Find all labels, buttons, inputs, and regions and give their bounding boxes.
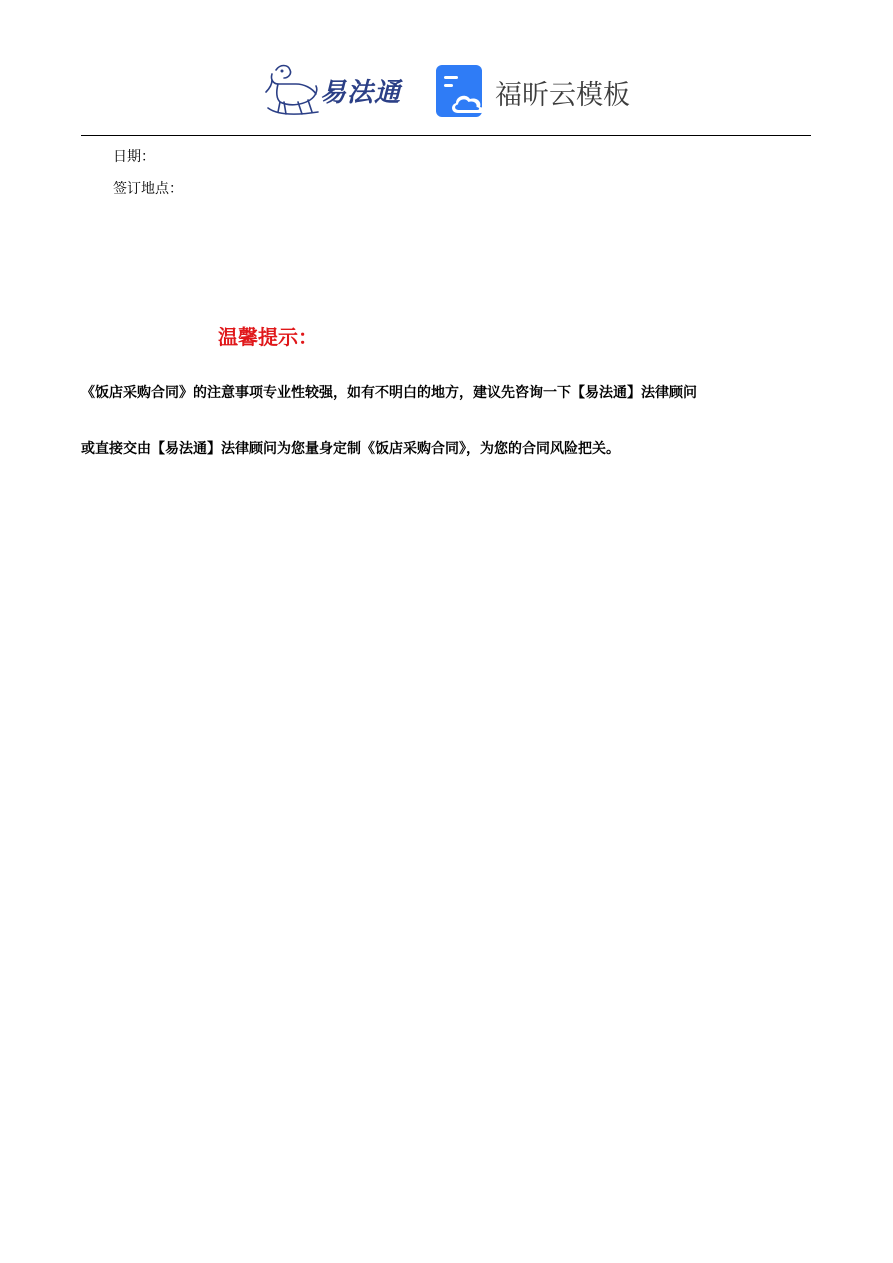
header-divider bbox=[81, 135, 811, 136]
qilin-icon bbox=[262, 62, 322, 120]
signing-place-label: 签订地点： bbox=[113, 181, 183, 197]
warm-tip-line-1: 《饭店采购合同》的注意事项专业性较强，如有不明白的地方，建议先咨询一下【易法通】法律顾问 bbox=[81, 385, 697, 401]
yifatong-logo bbox=[262, 62, 412, 120]
yifatong-logo-text: 易法通 bbox=[320, 78, 402, 108]
foxit-cloud-template-text: 福昕云模板 bbox=[495, 80, 630, 111]
page-header bbox=[0, 0, 893, 136]
cloud-document-icon bbox=[436, 65, 488, 119]
warm-tip-title: 温馨提示： bbox=[218, 325, 318, 349]
warm-tip-line-2: 或直接交由【易法通】法律顾问为您量身定制《饭店采购合同》，为您的合同风险把关。 bbox=[81, 441, 620, 457]
date-field-label: 日期： bbox=[113, 149, 155, 165]
